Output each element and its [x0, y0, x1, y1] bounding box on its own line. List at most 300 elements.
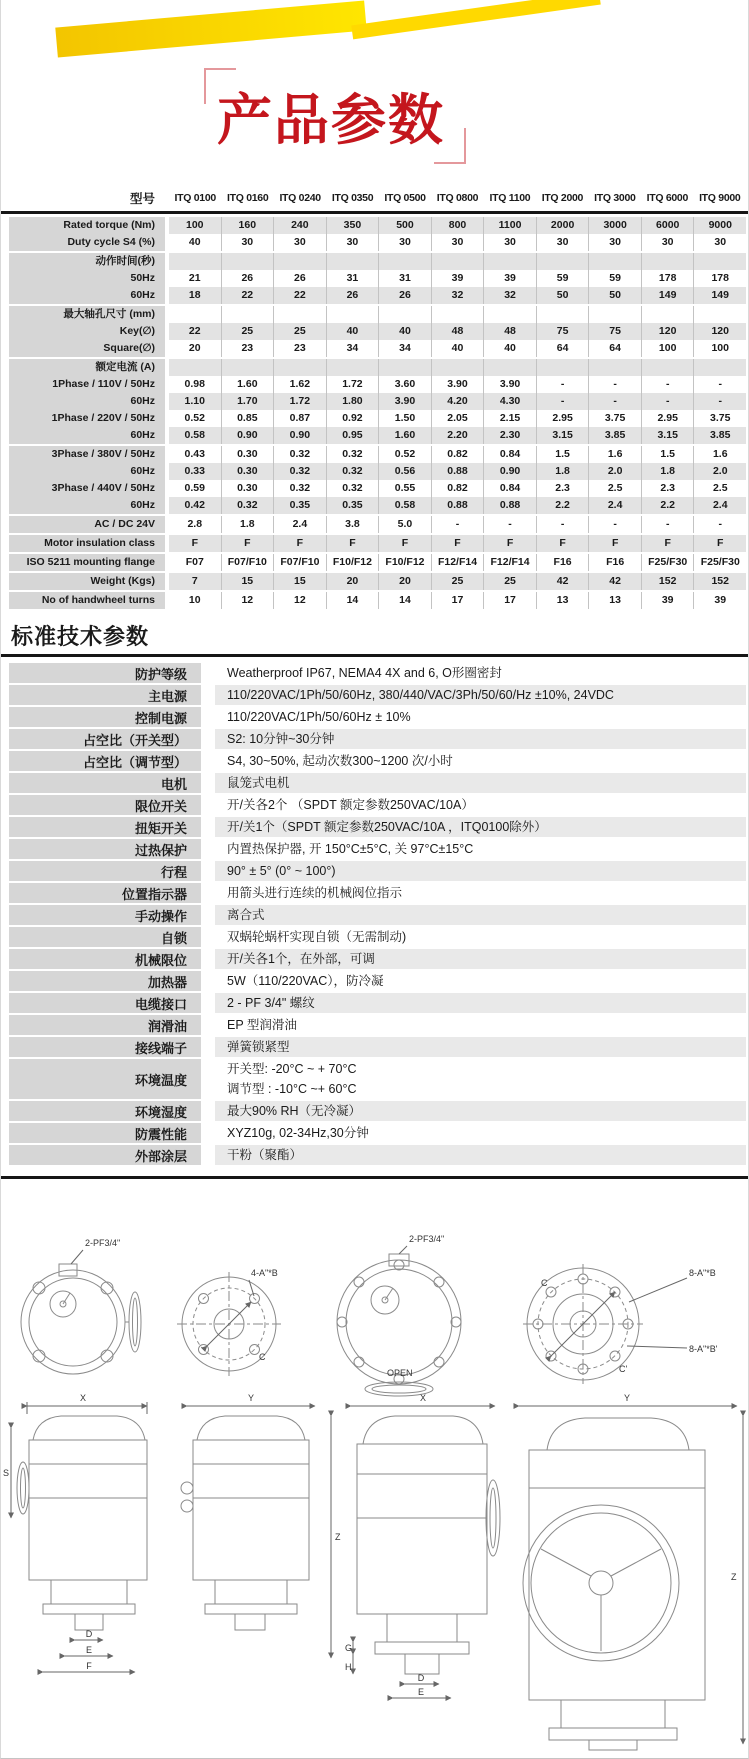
spec-row	[9, 839, 746, 859]
row-label: Square(∅)	[9, 340, 165, 357]
spec-row	[9, 1059, 746, 1099]
dim-y-a: Y	[247, 1393, 255, 1403]
spec-label: 自锁	[9, 927, 201, 947]
table-cell	[326, 359, 379, 376]
table-cell: 0.88	[483, 497, 536, 514]
table-cell: 0.92	[326, 410, 379, 427]
table-cell: 2.2	[536, 497, 589, 514]
spec-value	[215, 883, 746, 903]
model-column-header: ITQ 2000	[541, 192, 584, 204]
spec-label: 防护等级	[9, 663, 201, 683]
table-cell: 0.82	[431, 480, 484, 497]
table-cell: 2.95	[641, 410, 694, 427]
table-cell: -	[431, 516, 484, 533]
table-cell: 0.32	[273, 446, 326, 463]
model-column-header: ITQ 0160	[226, 192, 269, 204]
spec-row	[9, 795, 746, 815]
spec-value	[215, 729, 746, 749]
table-cell: 2.3	[536, 480, 589, 497]
spec-value-line: 2 - PF 3/4" 螺纹	[215, 993, 746, 1013]
table-cell: 1.60	[221, 376, 274, 393]
table-cell: 30	[483, 234, 536, 251]
row-values	[169, 234, 746, 251]
table-cell: 100	[169, 217, 221, 234]
spec-label: 扭矩开关	[9, 817, 201, 837]
table-cell: 20	[188, 342, 201, 354]
dim-e-b: E	[417, 1687, 425, 1697]
table-cell: 2.0	[693, 463, 746, 480]
table-cell: 2.2	[641, 497, 694, 514]
actuator-top-view-small	[21, 1250, 141, 1374]
table-cell	[588, 253, 641, 270]
table-cell	[536, 253, 589, 270]
table-cell: 1.60	[378, 427, 431, 444]
table-cell: 22	[221, 287, 274, 304]
table-cell: 0.90	[221, 427, 274, 444]
table-cell: 40	[188, 236, 201, 248]
table-cell: 2.95	[536, 410, 589, 427]
table-cell: 1100	[483, 217, 536, 234]
table-cell: 1.8	[536, 463, 589, 480]
spec-value-line: 弹簧锁紧型	[215, 1037, 746, 1057]
dim-y-b: Y	[623, 1393, 631, 1403]
table-row	[9, 497, 746, 514]
table-cell: 3.90	[483, 376, 536, 393]
spec-value-line: XYZ10g, 02-34Hz,30分钟	[227, 1126, 369, 1140]
table-cell: -	[641, 393, 694, 410]
row-values	[169, 516, 746, 533]
table-cell: 2.05	[431, 410, 484, 427]
spec-label: 主电源	[9, 685, 201, 705]
table-cell: 25	[221, 323, 274, 340]
table-cell: 50	[536, 287, 589, 304]
table-cell	[221, 253, 274, 270]
table-cell: F12/F14	[431, 554, 484, 571]
dim-g-b: G	[345, 1643, 353, 1653]
flange-holes-label-a: 4-A"*B	[251, 1268, 278, 1278]
table-cell: 0.30	[221, 446, 274, 463]
spec-value	[215, 1123, 746, 1143]
table-cell: 9000	[693, 217, 746, 234]
spec-value-line: 用箭头进行连续的机械阀位指示	[227, 886, 403, 900]
row-label: 最大轴孔尺寸 (mm)	[9, 306, 165, 323]
spec-value	[215, 751, 746, 771]
table-cell: 0.88	[431, 497, 484, 514]
spec-value	[215, 1059, 746, 1099]
model-column-header: ITQ 0240	[279, 192, 321, 204]
mounting-flange-large	[523, 1264, 687, 1384]
spec-value-line: 离合式	[215, 905, 746, 925]
table-cell: 2.20	[431, 427, 484, 444]
flange-dim-c2-b: C'	[619, 1364, 628, 1374]
table-cell: -	[588, 376, 641, 393]
spec-value-line: 开/关各2个 （SPDT 额定参数250VAC/10A）	[227, 798, 474, 812]
spec-value-line: 5W（110/220VAC），防冷凝	[227, 974, 384, 988]
model-column-header: ITQ 0500	[384, 192, 426, 204]
table-cell: 42	[536, 573, 589, 590]
table-cell: 59	[588, 270, 641, 287]
row-values	[169, 270, 746, 287]
table-cell: 32	[431, 287, 484, 304]
table-cell	[378, 253, 431, 270]
row-label: Weight (Kgs)	[9, 573, 165, 590]
table-cell: -	[641, 516, 694, 533]
row-label: 60Hz	[9, 497, 165, 514]
spec-row	[9, 1145, 746, 1165]
table-cell	[693, 306, 746, 323]
table-cell: F07/F10	[221, 554, 274, 571]
spec-label: 电机	[9, 773, 201, 793]
row-label: AC / DC 24V	[9, 516, 165, 533]
table-cell: 2000	[536, 217, 589, 234]
table-cell: 3.8	[326, 516, 379, 533]
spec-value-line: 最大90% RH（无冷凝）	[215, 1101, 746, 1121]
table-cell: 34	[326, 340, 379, 357]
section-title: 标准技术参数	[11, 624, 150, 649]
row-values	[169, 340, 746, 357]
table-cell: 0.85	[221, 410, 274, 427]
row-values	[169, 554, 746, 571]
spec-row	[9, 905, 746, 925]
table-cell	[169, 253, 221, 270]
spec-value	[215, 1037, 746, 1057]
table-cell	[169, 306, 221, 323]
table-group-row	[9, 253, 746, 270]
row-label: ISO 5211 mounting flange	[9, 554, 165, 571]
table-row	[9, 270, 746, 287]
table-cell: F12/F14	[483, 554, 536, 571]
spec-value	[215, 861, 746, 881]
table-cell: 75	[588, 323, 641, 340]
table-cell: 22	[169, 323, 221, 340]
row-values	[169, 217, 746, 234]
table-cell: 178	[641, 270, 694, 287]
spec-row	[9, 707, 746, 727]
table-cell: 2.4	[588, 497, 641, 514]
spec-value	[215, 839, 746, 859]
conduit-label-b: 2-PF3/4"	[409, 1234, 445, 1244]
table-cell: 2.3	[641, 480, 694, 497]
table-cell	[483, 359, 536, 376]
table-cell: 152	[641, 573, 694, 590]
table-cell: 0.87	[273, 410, 326, 427]
spec-value	[215, 1145, 746, 1165]
spec-value-line: 开/关1个（SPDT 额定参数250VAC/10A ，ITQ0100除外）	[215, 817, 746, 837]
table-cell: 2.5	[588, 480, 641, 497]
table-cell: 0.56	[378, 463, 431, 480]
table-cell: -	[641, 376, 694, 393]
spec-value-line: 110/220VAC/1Ph/50/60Hz ± 10%	[227, 710, 411, 724]
table-cell: 20	[378, 573, 431, 590]
table-cell: 1.8	[641, 463, 694, 480]
table-cell: 0.32	[326, 463, 379, 480]
table-cell: 10	[188, 594, 201, 606]
table-cell: F	[169, 535, 221, 552]
table-cell	[378, 306, 431, 323]
table-cell	[431, 253, 484, 270]
table-cell: 17	[483, 592, 536, 609]
table-cell: 13	[536, 592, 589, 609]
table-cell: 100	[693, 340, 746, 357]
table-cell: 0.32	[326, 480, 379, 497]
table-cell: -	[693, 516, 746, 533]
table-cell: 12	[273, 592, 326, 609]
table-cell: 4.30	[483, 393, 536, 410]
table-cell: 0.32	[221, 497, 274, 514]
table-cell: -	[588, 516, 641, 533]
table-row	[9, 234, 746, 251]
spec-value	[215, 817, 746, 837]
model-column-header: ITQ 0100	[174, 192, 216, 204]
table-row	[9, 287, 746, 304]
table-cell: 15	[221, 573, 274, 590]
row-label: Rated torque (Nm)	[9, 217, 165, 234]
dim-d-a: D	[85, 1629, 93, 1639]
table-cell: 22	[273, 287, 326, 304]
table-cell: F10/F12	[326, 554, 379, 571]
table-cell: 0.32	[326, 446, 379, 463]
table-cell	[431, 359, 484, 376]
table-row	[9, 427, 746, 444]
spec-row	[9, 993, 746, 1013]
spec-value-line: 开关型: -20°C ~ + 70°C	[227, 1062, 357, 1076]
spec-row	[9, 685, 746, 705]
table-cell: 17	[431, 592, 484, 609]
spec-value	[215, 993, 746, 1013]
table-cell: 0.95	[326, 427, 379, 444]
table-cell: 30	[588, 234, 641, 251]
table-row	[9, 463, 746, 480]
spec-row	[9, 663, 746, 683]
spec-value	[215, 949, 746, 969]
table-cell: 0.52	[184, 412, 205, 424]
table-row	[9, 535, 746, 552]
section-divider-line	[1, 654, 749, 657]
spec-value	[215, 1015, 746, 1035]
spec-label: 电缆接口	[9, 993, 201, 1013]
dim-d-b: D	[417, 1673, 425, 1683]
spec-label: 加热器	[9, 971, 201, 991]
spec-row	[9, 729, 746, 749]
table-cell	[693, 253, 746, 270]
row-label: 60Hz	[9, 287, 165, 304]
table-cell: 1.72	[273, 393, 326, 410]
spec-value-line: 鼠笼式电机	[215, 773, 746, 793]
table-cell: 0.32	[273, 480, 326, 497]
spec-value	[215, 707, 746, 727]
table-cell: F16	[536, 554, 589, 571]
table-cell	[431, 306, 484, 323]
table-cell: 30	[326, 234, 379, 251]
table-row	[9, 573, 746, 590]
spec-value	[215, 795, 746, 815]
table-cell: 2.4	[273, 516, 326, 533]
table-cell: F	[221, 535, 274, 552]
table-cell: 30	[536, 234, 589, 251]
spec-label: 控制电源	[9, 707, 201, 727]
table-cell: -	[588, 393, 641, 410]
table-cell: 1.10	[169, 393, 221, 410]
table-cell: -	[536, 393, 589, 410]
table-cell: 23	[273, 340, 326, 357]
table-cell: 0.98	[184, 378, 205, 390]
table-cell: F10/F12	[378, 554, 431, 571]
table-cell	[588, 359, 641, 376]
row-label: 1Phase / 220V / 50Hz	[9, 410, 165, 427]
spec-value	[215, 663, 746, 683]
spec-value	[215, 1101, 746, 1121]
table-cell: 14	[378, 592, 431, 609]
table-cell: 0.55	[378, 480, 431, 497]
table-row	[9, 554, 746, 571]
table-cell: 0.35	[326, 497, 379, 514]
table-cell: 3000	[588, 217, 641, 234]
table-cell: 2.15	[483, 410, 536, 427]
table-cell: 2.5	[693, 480, 746, 497]
table-cell: 25	[273, 323, 326, 340]
table-cell: F16	[588, 554, 641, 571]
row-values	[169, 376, 746, 393]
table-cell	[378, 359, 431, 376]
table-cell: 149	[641, 287, 694, 304]
table-cell: F	[378, 535, 431, 552]
table-cell: F	[641, 535, 694, 552]
table-cell	[588, 306, 641, 323]
table-cell: F	[431, 535, 484, 552]
table-cell: 40	[326, 323, 379, 340]
decorative-yellow-ribbon	[55, 1, 366, 58]
table-cell: 4.20	[431, 393, 484, 410]
table-cell: 30	[273, 234, 326, 251]
model-column-header: ITQ 6000	[646, 192, 688, 204]
table-cell: -	[483, 516, 536, 533]
table-cell: 30	[693, 234, 746, 251]
spec-value	[215, 773, 746, 793]
table-cell: 152	[693, 573, 746, 590]
table-cell: 40	[378, 323, 431, 340]
spec-label: 限位开关	[9, 795, 201, 815]
table-cell	[273, 253, 326, 270]
spec-value-line: 干粉（聚酯）	[215, 1145, 746, 1165]
spec-value-line: 调节型 : -10°C ~+ 60°C	[227, 1082, 357, 1096]
table-cell: -	[536, 516, 589, 533]
table-cell	[483, 253, 536, 270]
technical-parameters-table	[9, 663, 746, 1167]
dim-z-b: Z	[731, 1572, 737, 1582]
spec-label: 位置指示器	[9, 883, 201, 903]
row-values	[169, 592, 746, 609]
spec-label: 环境湿度	[9, 1101, 201, 1121]
table-cell: 0.42	[169, 497, 221, 514]
table-cell: F	[588, 535, 641, 552]
table-cell: 3.75	[588, 410, 641, 427]
spec-value-line: Weatherproof IP67, NEMA4 4X and 6, O形圈密封	[227, 666, 502, 680]
row-values	[169, 573, 746, 590]
table-cell	[641, 306, 694, 323]
table-cell: 32	[483, 287, 536, 304]
table-cell: 120	[693, 323, 746, 340]
table-cell: 50	[588, 287, 641, 304]
technical-drawings	[1, 1188, 749, 1754]
table-cell: 2.4	[693, 497, 746, 514]
row-values	[169, 359, 746, 376]
table-cell: 64	[536, 340, 589, 357]
table-cell: 350	[326, 217, 379, 234]
spec-value-line: 110/220VAC/1Ph/50/60Hz, 380/440/VAC/3Ph/50/60/Hz ±10%, 24VDC	[215, 685, 746, 705]
table-cell: 48	[483, 323, 536, 340]
table-cell: 5.0	[378, 516, 431, 533]
table-row	[9, 217, 746, 234]
flange-dim-c-b: C	[541, 1278, 548, 1288]
table-cell	[641, 359, 694, 376]
table-cell: 30	[378, 234, 431, 251]
row-label: 3Phase / 380V / 50Hz	[9, 446, 165, 463]
dim-z-a: Z	[335, 1532, 341, 1542]
table-row	[9, 376, 746, 393]
table-cell: 0.58	[169, 427, 221, 444]
flange-holes-label-b2: 8-A"*B'	[689, 1344, 718, 1354]
table-cell: 23	[221, 340, 274, 357]
spec-row	[9, 1015, 746, 1035]
row-values	[169, 306, 746, 323]
table-cell: 3.15	[641, 427, 694, 444]
row-label: 50Hz	[9, 270, 165, 287]
table-cell	[326, 253, 379, 270]
table-cell: 0.82	[431, 446, 484, 463]
spec-label: 机械限位	[9, 949, 201, 969]
table-cell: 0.35	[273, 497, 326, 514]
table-cell: 1.62	[273, 376, 326, 393]
front-elevation-large	[351, 1406, 500, 1698]
table-cell: 48	[431, 323, 484, 340]
spec-value-line: 开/关各1个，在外部，可调	[215, 949, 746, 969]
model-column-header: ITQ 0350	[331, 192, 374, 204]
spec-value	[215, 971, 746, 991]
row-values	[169, 253, 746, 270]
table-row	[9, 393, 746, 410]
table-cell: 1.50	[378, 410, 431, 427]
dim-x-b: X	[419, 1393, 427, 1403]
table-cell: 26	[378, 287, 431, 304]
table-cell: 2.30	[483, 427, 536, 444]
table-row	[9, 592, 746, 609]
table-cell: F	[483, 535, 536, 552]
dim-f-a: F	[86, 1661, 92, 1671]
spec-label: 环境温度	[9, 1059, 201, 1099]
table-cell: 25	[483, 573, 536, 590]
table-cell: 0.59	[184, 482, 205, 494]
table-cell: 14	[326, 592, 379, 609]
table-cell: 39	[431, 270, 484, 287]
table-cell: 100	[641, 340, 694, 357]
table-cell: F25/F30	[641, 554, 694, 571]
table-cell: 7	[169, 573, 221, 590]
spec-row	[9, 883, 746, 903]
model-table-header	[9, 186, 746, 210]
table-cell: 3.85	[588, 427, 641, 444]
table-cell: 15	[273, 573, 326, 590]
table-cell: 2.8	[187, 518, 203, 530]
table-cell: 240	[273, 217, 326, 234]
model-header-cells	[169, 192, 746, 204]
table-cell: 0.43	[184, 448, 205, 460]
table-cell: 0.52	[378, 446, 431, 463]
model-column-header: ITQ 1100	[489, 192, 531, 204]
model-column-header: ITQ 0800	[436, 192, 479, 204]
spec-label: 占空比（开关型）	[9, 729, 201, 749]
table-cell: -	[693, 376, 746, 393]
spec-value-line: EP 型润滑油	[227, 1018, 297, 1032]
